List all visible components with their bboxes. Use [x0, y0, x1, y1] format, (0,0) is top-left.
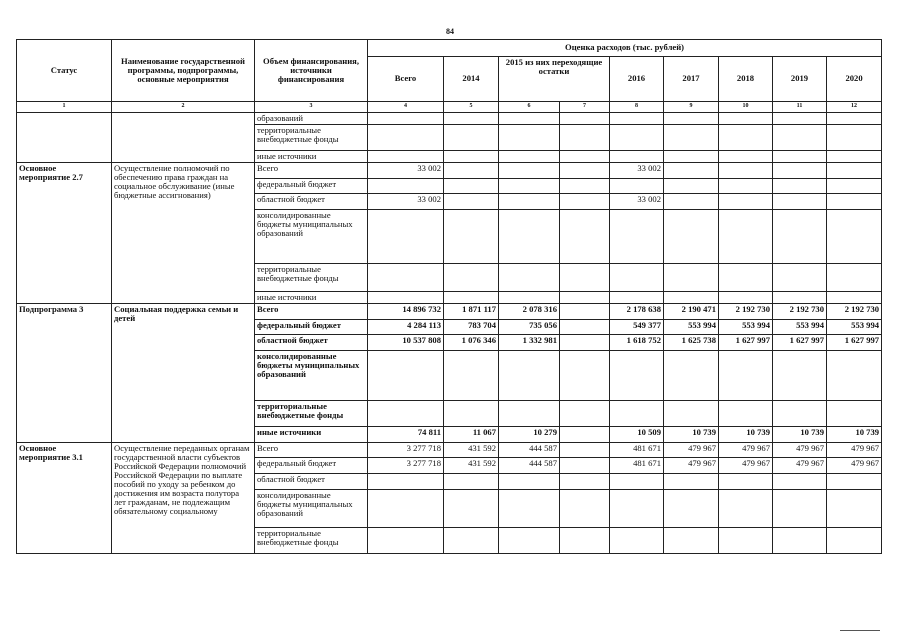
value-cell: 33 002	[610, 163, 664, 179]
value-cell	[664, 163, 719, 179]
value-cell	[499, 351, 560, 401]
table-row	[17, 443, 882, 458]
value-cell: 783 704	[444, 320, 499, 335]
header-2020: 2020	[827, 57, 882, 102]
value-cell: 444 587	[499, 443, 560, 458]
value-cell	[560, 125, 610, 151]
value-cell	[368, 210, 444, 264]
value-cell: 431 592	[444, 443, 499, 458]
value-cell: 10 537 808	[368, 335, 444, 351]
value-cell: 1 618 752	[610, 335, 664, 351]
footer-rule	[840, 630, 880, 631]
value-cell	[664, 113, 719, 125]
value-cell	[610, 490, 664, 528]
funding-source-cell: Всего	[255, 443, 368, 458]
value-cell: 2 192 730	[719, 304, 773, 320]
value-cell: 2 192 730	[827, 304, 882, 320]
value-cell	[827, 210, 882, 264]
value-cell	[664, 490, 719, 528]
value-cell: 735 056	[499, 320, 560, 335]
value-cell	[499, 490, 560, 528]
value-cell: 481 671	[610, 443, 664, 458]
value-cell: 33 002	[368, 163, 444, 179]
value-cell: 2 078 316	[499, 304, 560, 320]
value-cell: 444 587	[499, 458, 560, 474]
value-cell	[719, 194, 773, 210]
value-cell	[560, 113, 610, 125]
value-cell	[610, 151, 664, 163]
funding-source-cell: консолидированные бюджеты муниципальных образований	[255, 210, 368, 264]
value-cell	[499, 125, 560, 151]
value-cell	[664, 125, 719, 151]
funding-source-cell: консолидированные бюджеты муниципальных образований	[255, 351, 368, 401]
value-cell	[560, 474, 610, 490]
value-cell	[610, 179, 664, 194]
value-cell	[773, 474, 827, 490]
value-cell	[827, 151, 882, 163]
value-cell	[664, 401, 719, 427]
value-cell	[610, 351, 664, 401]
value-cell	[773, 163, 827, 179]
table-row	[17, 113, 882, 125]
header-name: Наименование государственной программы, подпрограммы, основные мероприятия	[112, 40, 255, 102]
value-cell	[719, 490, 773, 528]
header-2017: 2017	[664, 57, 719, 102]
value-cell	[610, 125, 664, 151]
value-cell	[368, 528, 444, 554]
value-cell	[773, 194, 827, 210]
value-cell	[664, 194, 719, 210]
value-cell	[719, 264, 773, 292]
value-cell	[499, 264, 560, 292]
value-cell	[560, 304, 610, 320]
value-cell	[827, 490, 882, 528]
value-cell: 479 967	[719, 458, 773, 474]
value-cell	[664, 151, 719, 163]
value-cell: 553 994	[719, 320, 773, 335]
funding-source-cell: областной бюджет	[255, 474, 368, 490]
value-cell: 479 967	[827, 458, 882, 474]
value-cell	[827, 179, 882, 194]
value-cell	[560, 490, 610, 528]
value-cell: 2 178 638	[610, 304, 664, 320]
value-cell	[773, 151, 827, 163]
funding-source-cell: территориальные внебюджетные фонды	[255, 125, 368, 151]
status-cell: Основное мероприятие 2.7	[17, 163, 112, 304]
value-cell	[827, 351, 882, 401]
header-status: Статус	[17, 40, 112, 102]
value-cell: 1 871 117	[444, 304, 499, 320]
status-cell: Подпрограмма 3	[17, 304, 112, 443]
column-number: 9	[664, 102, 719, 113]
value-cell: 10 279	[499, 427, 560, 443]
value-cell	[719, 528, 773, 554]
value-cell	[499, 163, 560, 179]
value-cell	[719, 210, 773, 264]
value-cell: 10 509	[610, 427, 664, 443]
value-cell	[719, 292, 773, 304]
value-cell	[773, 351, 827, 401]
value-cell	[827, 528, 882, 554]
column-number: 4	[368, 102, 444, 113]
program-name-cell	[112, 113, 255, 163]
funding-source-cell: консолидированные бюджеты муниципальных образований	[255, 490, 368, 528]
value-cell	[560, 427, 610, 443]
column-number: 10	[719, 102, 773, 113]
value-cell	[827, 401, 882, 427]
value-cell: 1 627 997	[719, 335, 773, 351]
value-cell	[719, 151, 773, 163]
value-cell: 1 627 997	[773, 335, 827, 351]
value-cell	[368, 179, 444, 194]
value-cell	[719, 163, 773, 179]
value-cell: 4 284 113	[368, 320, 444, 335]
value-cell: 479 967	[664, 458, 719, 474]
value-cell: 1 076 346	[444, 335, 499, 351]
value-cell	[719, 474, 773, 490]
value-cell	[444, 151, 499, 163]
header-total: Всего	[368, 57, 444, 102]
value-cell	[827, 292, 882, 304]
value-cell	[444, 474, 499, 490]
value-cell	[827, 264, 882, 292]
header-2015: 2015 из них переходящие остатки	[499, 57, 610, 102]
column-number: 5	[444, 102, 499, 113]
column-number: 6	[499, 102, 560, 113]
value-cell: 1 627 997	[827, 335, 882, 351]
value-cell	[560, 151, 610, 163]
value-cell	[444, 351, 499, 401]
value-cell	[368, 351, 444, 401]
value-cell	[368, 264, 444, 292]
value-cell	[444, 528, 499, 554]
value-cell	[444, 113, 499, 125]
funding-source-cell: федеральный бюджет	[255, 179, 368, 194]
value-cell	[499, 179, 560, 194]
value-cell	[499, 401, 560, 427]
value-cell: 479 967	[664, 443, 719, 458]
value-cell	[773, 210, 827, 264]
value-cell	[719, 113, 773, 125]
value-cell	[664, 292, 719, 304]
value-cell	[664, 351, 719, 401]
funding-source-cell: федеральный бюджет	[255, 320, 368, 335]
value-cell	[773, 125, 827, 151]
value-cell	[610, 210, 664, 264]
value-cell: 11 067	[444, 427, 499, 443]
value-cell	[827, 125, 882, 151]
program-name-cell: Осуществление полномочий по обеспечению права граждан на социальное обслуживание (иные бюджетные ассигнования)	[112, 163, 255, 304]
value-cell	[444, 490, 499, 528]
funding-source-cell: федеральный бюджет	[255, 458, 368, 474]
value-cell: 14 896 732	[368, 304, 444, 320]
value-cell	[368, 401, 444, 427]
value-cell: 10 739	[664, 427, 719, 443]
value-cell: 481 671	[610, 458, 664, 474]
value-cell	[719, 401, 773, 427]
value-cell	[560, 264, 610, 292]
value-cell	[560, 292, 610, 304]
value-cell	[560, 335, 610, 351]
value-cell	[499, 528, 560, 554]
program-name-cell: Осуществление переданных органам государственной власти субъектов Российской Федерации полномочий Российской Федерации по выплате пособий по уходу за ребенком до достижения им возраста полутора лет гражданам, не подлежащим обязательному социальному	[112, 443, 255, 554]
value-cell	[719, 179, 773, 194]
value-cell	[560, 351, 610, 401]
value-cell	[610, 401, 664, 427]
value-cell	[827, 194, 882, 210]
value-cell	[444, 401, 499, 427]
header-estimate: Оценка расходов (тыс. рублей)	[368, 40, 882, 57]
value-cell	[560, 401, 610, 427]
funding-source-cell: иные источники	[255, 292, 368, 304]
value-cell	[499, 194, 560, 210]
value-cell: 33 002	[368, 194, 444, 210]
funding-source-cell: Всего	[255, 163, 368, 179]
value-cell	[499, 474, 560, 490]
value-cell: 553 994	[664, 320, 719, 335]
value-cell	[773, 528, 827, 554]
value-cell: 3 277 718	[368, 458, 444, 474]
column-number: 11	[773, 102, 827, 113]
value-cell	[610, 264, 664, 292]
funding-source-cell: иные источники	[255, 427, 368, 443]
table-row	[17, 304, 882, 320]
value-cell	[719, 125, 773, 151]
value-cell	[444, 194, 499, 210]
value-cell	[773, 292, 827, 304]
value-cell	[560, 194, 610, 210]
value-cell	[560, 528, 610, 554]
funding-source-cell: образований	[255, 113, 368, 125]
value-cell	[610, 113, 664, 125]
funding-source-cell: территориальные внебюджетные фонды	[255, 264, 368, 292]
value-cell	[664, 528, 719, 554]
funding-source-cell: областной бюджет	[255, 335, 368, 351]
value-cell	[499, 210, 560, 264]
value-cell	[368, 490, 444, 528]
header-2019: 2019	[773, 57, 827, 102]
value-cell	[560, 179, 610, 194]
value-cell: 549 377	[610, 320, 664, 335]
column-number: 1	[17, 102, 112, 113]
column-number: 12	[827, 102, 882, 113]
value-cell: 1 332 981	[499, 335, 560, 351]
value-cell: 479 967	[773, 443, 827, 458]
value-cell	[444, 210, 499, 264]
value-cell	[827, 474, 882, 490]
value-cell: 1 625 738	[664, 335, 719, 351]
finance-table	[16, 39, 882, 554]
value-cell	[444, 163, 499, 179]
value-cell: 479 967	[773, 458, 827, 474]
value-cell	[719, 351, 773, 401]
funding-source-cell: территориальные внебюджетные фонды	[255, 401, 368, 427]
value-cell	[560, 443, 610, 458]
value-cell	[664, 264, 719, 292]
value-cell: 2 190 471	[664, 304, 719, 320]
value-cell: 479 967	[719, 443, 773, 458]
value-cell	[444, 179, 499, 194]
value-cell	[610, 528, 664, 554]
funding-source-cell: территориальные внебюджетные фонды	[255, 528, 368, 554]
header-2016: 2016	[610, 57, 664, 102]
column-number: 8	[610, 102, 664, 113]
value-cell: 479 967	[827, 443, 882, 458]
value-cell	[368, 474, 444, 490]
value-cell: 10 739	[827, 427, 882, 443]
value-cell	[664, 210, 719, 264]
value-cell	[827, 163, 882, 179]
value-cell: 431 592	[444, 458, 499, 474]
value-cell	[560, 458, 610, 474]
header-2014: 2014	[444, 57, 499, 102]
value-cell	[368, 125, 444, 151]
value-cell	[444, 292, 499, 304]
column-number: 7	[560, 102, 610, 113]
value-cell	[560, 163, 610, 179]
value-cell	[368, 292, 444, 304]
value-cell	[773, 179, 827, 194]
value-cell	[610, 292, 664, 304]
header-volume: Объем финансирования, источники финансирования	[255, 40, 368, 102]
value-cell	[773, 490, 827, 528]
value-cell: 10 739	[773, 427, 827, 443]
value-cell	[664, 179, 719, 194]
value-cell	[773, 113, 827, 125]
value-cell: 553 994	[827, 320, 882, 335]
value-cell: 10 739	[719, 427, 773, 443]
value-cell: 553 994	[773, 320, 827, 335]
value-cell	[499, 292, 560, 304]
value-cell	[773, 401, 827, 427]
table-row	[17, 163, 882, 179]
header-2018: 2018	[719, 57, 773, 102]
funding-source-cell: областной бюджет	[255, 194, 368, 210]
value-cell: 74 811	[368, 427, 444, 443]
value-cell: 3 277 718	[368, 443, 444, 458]
value-cell	[499, 151, 560, 163]
value-cell	[368, 113, 444, 125]
program-name-cell: Социальная поддержка семьи и детей	[112, 304, 255, 443]
value-cell	[499, 113, 560, 125]
value-cell	[827, 113, 882, 125]
funding-source-cell: Всего	[255, 304, 368, 320]
value-cell	[773, 264, 827, 292]
value-cell	[560, 320, 610, 335]
value-cell	[444, 264, 499, 292]
column-number: 2	[112, 102, 255, 113]
value-cell	[610, 474, 664, 490]
value-cell: 2 192 730	[773, 304, 827, 320]
status-cell	[17, 113, 112, 163]
value-cell	[368, 151, 444, 163]
page-number: 84	[446, 27, 454, 36]
column-number: 3	[255, 102, 368, 113]
value-cell	[664, 474, 719, 490]
value-cell	[560, 210, 610, 264]
status-cell: Основное мероприятие 3.1	[17, 443, 112, 554]
value-cell: 33 002	[610, 194, 664, 210]
funding-source-cell: иные источники	[255, 151, 368, 163]
value-cell	[444, 125, 499, 151]
